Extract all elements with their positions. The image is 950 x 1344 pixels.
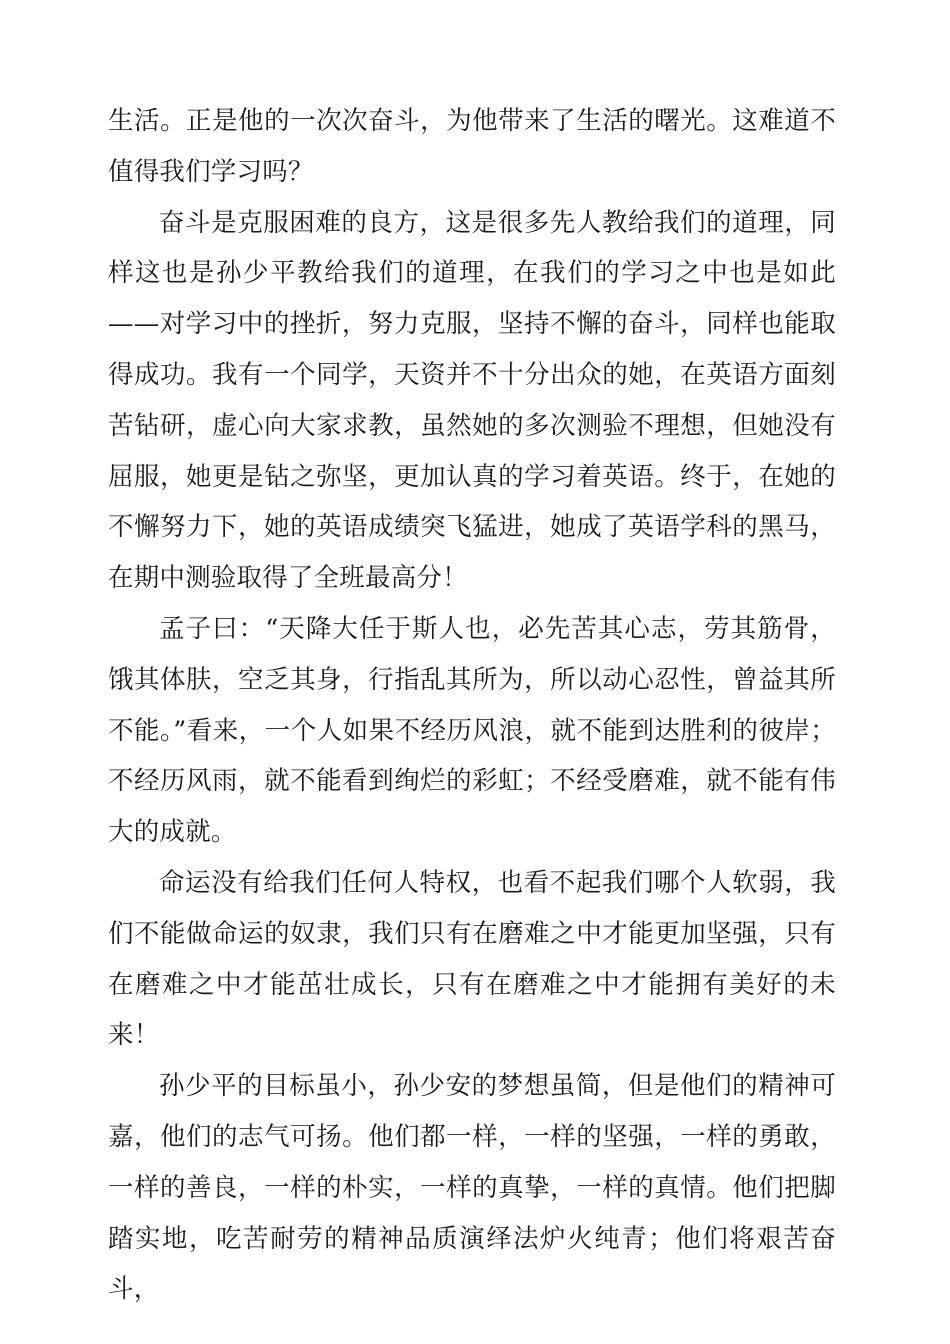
document-body [108,96,836,1315]
paragraph-sun-brothers: 孙少平的目标虽小，孙少安的梦想虽简，但是他们的精神可嘉，他们的志气可扬。他们都一样，一样的坚强，一样的勇敢，一样的善良，一样的朴实，一样的真挚，一样的真情。他们把脚踏实地，吃苦耐劳的精神品质演绎法炉火纯青；他们将艰苦奋斗， [108,1071,836,1305]
paragraph-continuation: 生活。正是他的一次次奋斗，为他带来了生活的曙光。这难道不值得我们学习吗？ [108,106,836,187]
paragraph-struggle-lesson: 奋斗是克服困难的良方，这是很多先人教给我们的道理，同样这也是孙少平教给我们的道理，在我们的学习之中也是如此——对学习中的挫折，努力克服，坚持不懈的奋斗，同样也能取得成功。我有一个同学，天资并不十分出众的她，在英语方面刻苦钻研，虚心向大家求教，虽然她的多次测验不理想，但她没有屈服，她更是钻之弥坚，更加认真的学习着英语。终于，在她的不懈努力下，她的英语成绩突飞猛进，她成了英语学科的黑马，在期中测验取得了全班最高分！ [108,207,836,594]
paragraph-fate: 命运没有给我们任何人特权，也看不起我们哪个人软弱，我们不能做命运的奴隶，我们只有在磨难之中才能更加坚强，只有在磨难之中才能茁壮成长，只有在磨难之中才能拥有美好的未来！ [108,867,836,1051]
paragraph-mencius-quote: 孟子曰：“天降大任于斯人也，必先苦其心志，劳其筋骨，饿其体肤，空乏其身，行指乱其所为，所以动心忍性，曾益其所不能。”看来，一个人如果不经历风浪，就不能到达胜利的彼岸；不经历风雨，就不能看到绚烂的彩虹；不经受磨难，就不能有伟大的成就。 [108,613,836,848]
